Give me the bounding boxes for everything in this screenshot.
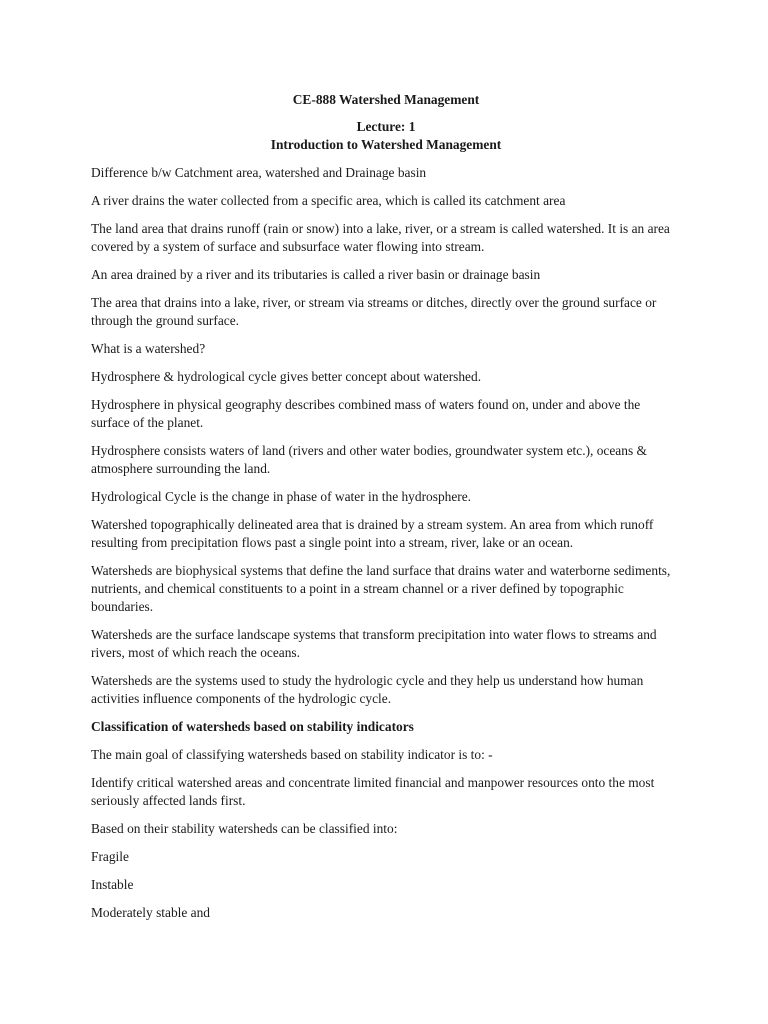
paragraph: Identify critical watershed areas and concentrate limited financial and manpower resources onto the most seriously affected lands first. bbox=[91, 775, 655, 808]
paragraph: A river drains the water collected from a specific area, which is called its catchment area bbox=[91, 193, 566, 208]
paragraph: The area that drains into a lake, river, or stream via streams or ditches, directly over the ground surface or through the ground surface. bbox=[91, 295, 657, 328]
paragraph: Hydrosphere & hydrological cycle gives better concept about watershed. bbox=[91, 369, 482, 384]
paragraph: Watersheds are the systems used to study the hydrologic cycle and they help us understand how human activities influence components of the hydrologic cycle. bbox=[91, 673, 644, 706]
title-block bbox=[91, 91, 681, 154]
paragraph: Hydrological Cycle is the change in phase of water in the hydrosphere. bbox=[91, 489, 472, 504]
body-paragraphs bbox=[91, 164, 681, 922]
paragraph: Based on their stability watersheds can be classified into: bbox=[91, 821, 398, 836]
paragraph: Watersheds are biophysical systems that define the land surface that drains water and waterborne sediments, nutrients, and chemical constituents to a point in a stream channel or a river defined by topographic boundaries. bbox=[91, 563, 671, 614]
paragraph: The land area that drains runoff (rain or snow) into a lake, river, or a stream is called watershed. It is an area covered by a system of surface and subsurface water flowing into stream. bbox=[91, 221, 670, 254]
paragraph: An area drained by a river and its tributaries is called a river basin or drainage basin bbox=[91, 267, 541, 282]
paragraph: The main goal of classifying watersheds based on stability indicator is to: - bbox=[91, 747, 493, 762]
paragraph: Watershed topographically delineated area that is drained by a stream system. An area from which runoff resulting from precipitation flows past a single point into a stream, river, lake or an ocean. bbox=[91, 517, 654, 550]
paragraph: Fragile bbox=[91, 849, 129, 864]
paragraph: Moderately stable and bbox=[91, 905, 210, 920]
paragraph: Instable bbox=[91, 877, 134, 892]
paragraph: Hydrosphere consists waters of land (rivers and other water bodies, groundwater system etc.), oceans & atmosphere surrounding the land. bbox=[91, 443, 647, 476]
course-title: CE-888 Watershed Management bbox=[292, 92, 480, 107]
paragraph: What is a watershed? bbox=[91, 341, 206, 356]
paragraph: Hydrosphere in physical geography describes combined mass of waters found on, under and above the surface of the planet. bbox=[91, 397, 641, 430]
paragraph: Watersheds are the surface landscape systems that transform precipitation into water flows to streams and rivers, most of which reach the oceans. bbox=[91, 627, 657, 660]
lecture-number: Lecture: 1 bbox=[356, 119, 416, 134]
section-heading: Classification of watersheds based on stability indicators bbox=[91, 719, 414, 734]
paragraph: Difference b/w Catchment area, watershed and Drainage basin bbox=[91, 165, 427, 180]
lecture-subtitle: Introduction to Watershed Management bbox=[270, 137, 502, 152]
document-content bbox=[91, 91, 681, 932]
